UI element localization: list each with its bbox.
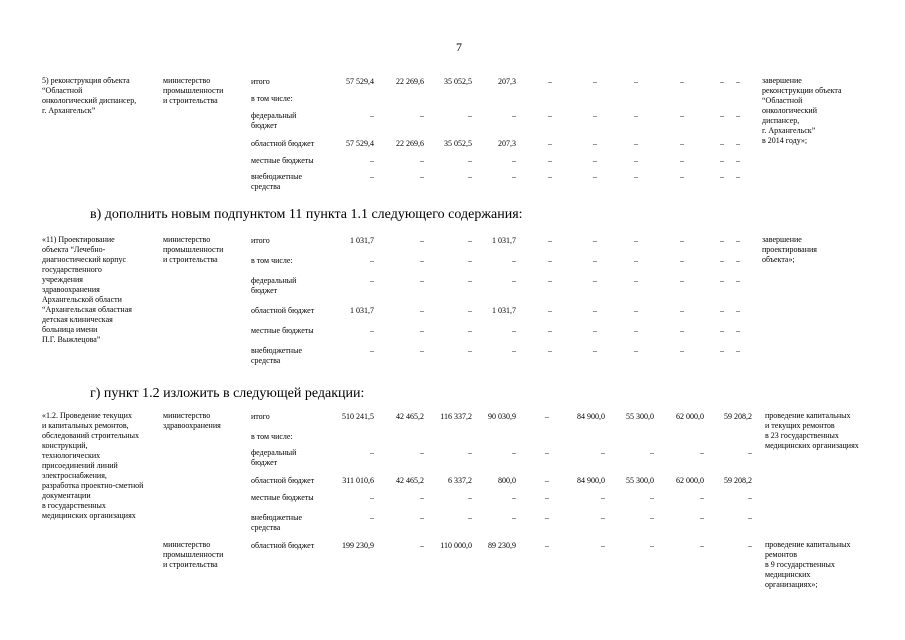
funding-value: – (593, 236, 597, 245)
funding-value: – (548, 306, 552, 315)
result-line: медицинских (765, 570, 811, 579)
funding-value: – (593, 276, 597, 285)
funding-value: 1 031,7 (350, 306, 374, 315)
funding-value: – (420, 541, 424, 550)
funding-value: 57 529,4 (346, 139, 374, 148)
executor-line: и строительства (163, 560, 218, 569)
measure-label-line: и капитальных ремонтов, (42, 421, 129, 430)
funding-value: – (548, 111, 552, 120)
funding-value: – (468, 493, 472, 502)
funding-value: – (650, 448, 654, 457)
funding-value: – (468, 306, 472, 315)
funding-value: 59 208,2 (724, 412, 752, 421)
funding-value: – (736, 276, 740, 285)
funding-value: – (468, 513, 472, 522)
funding-value: – (748, 448, 752, 457)
funding-value: – (700, 448, 704, 457)
funding-value: – (548, 139, 552, 148)
funding-value: – (548, 326, 552, 335)
executor-line: и строительства (163, 255, 218, 264)
measure-label-line: объекта “Лечебно- (42, 245, 106, 254)
funding-value: – (420, 346, 424, 355)
funding-value: – (680, 172, 684, 181)
funding-value: – (370, 156, 374, 165)
funding-value: – (720, 172, 724, 181)
measure-label-line: “Архангельская областная (42, 305, 132, 314)
funding-value: – (720, 236, 724, 245)
funding-value: – (512, 326, 516, 335)
result-line: “Областной (762, 96, 803, 105)
funding-value: – (634, 276, 638, 285)
measure-label-line: документации (42, 491, 91, 500)
funding-value: – (736, 139, 740, 148)
funding-value: – (420, 172, 424, 181)
funding-value: 57 529,4 (346, 77, 374, 86)
result-line: завершение (762, 76, 802, 85)
funding-value: – (720, 326, 724, 335)
funding-value: – (468, 448, 472, 457)
funding-value: – (634, 326, 638, 335)
funding-value: – (370, 276, 374, 285)
funding-value: – (593, 139, 597, 148)
funding-value: – (370, 346, 374, 355)
measure-label-line: «11) Проектирование (42, 235, 115, 244)
funding-source: местные бюджеты (251, 326, 314, 335)
funding-value: – (545, 448, 549, 457)
result-line: объекта»; (762, 255, 795, 264)
funding-value: 84 900,0 (577, 476, 605, 485)
funding-value: – (420, 256, 424, 265)
measure-label-line: детская клиническая (42, 315, 113, 324)
funding-value: – (468, 172, 472, 181)
funding-value: 199 230,9 (342, 541, 374, 550)
funding-value: – (634, 156, 638, 165)
result-line: диспансер, (762, 116, 800, 125)
funding-source: итого (251, 412, 270, 421)
funding-source: областной бюджет (251, 541, 315, 550)
measure-label-line: медицинских организациях (42, 511, 136, 520)
funding-value: – (548, 256, 552, 265)
measure-label-line: конструкций, (42, 441, 88, 450)
funding-value: – (634, 139, 638, 148)
funding-value: – (548, 236, 552, 245)
measure-label-line: диагностический корпус (42, 255, 127, 264)
funding-value: – (680, 77, 684, 86)
executor-line: промышленности (163, 86, 224, 95)
result-line: и текущих ремонтов (765, 421, 835, 430)
funding-value: 84 900,0 (577, 412, 605, 421)
measure-label-line: присоединений линий (42, 461, 118, 470)
funding-value: – (601, 493, 605, 502)
funding-value: – (720, 111, 724, 120)
funding-value: – (634, 236, 638, 245)
funding-value: 800,0 (498, 476, 516, 485)
funding-value: – (420, 326, 424, 335)
funding-value: – (680, 111, 684, 120)
result-line: организациях»; (765, 580, 818, 589)
funding-value: – (720, 156, 724, 165)
funding-value: – (601, 541, 605, 550)
funding-value: – (736, 111, 740, 120)
funding-value: – (370, 326, 374, 335)
executor-line: промышленности (163, 245, 224, 254)
measure-label-line: электроснабжения, (42, 471, 107, 480)
funding-value: – (512, 256, 516, 265)
funding-value: – (370, 513, 374, 522)
funding-value: – (512, 448, 516, 457)
measure-label-line: «1.2. Проведение текущих (42, 411, 132, 420)
funding-value: – (593, 156, 597, 165)
result-line: в 23 государственных (765, 431, 839, 440)
result-line: проведение капитальных (765, 540, 851, 549)
funding-value: – (420, 156, 424, 165)
funding-value: – (468, 111, 472, 120)
funding-source: в том числе: (251, 256, 293, 265)
funding-value: – (468, 236, 472, 245)
funding-value: – (680, 346, 684, 355)
funding-value: – (512, 346, 516, 355)
funding-source: местные бюджеты (251, 493, 314, 502)
funding-value: 311 010,6 (342, 476, 374, 485)
funding-value: – (420, 493, 424, 502)
funding-value: – (634, 77, 638, 86)
funding-value: 55 300,0 (626, 412, 654, 421)
result-line: реконструкции объекта (762, 86, 842, 95)
funding-value: – (468, 346, 472, 355)
funding-value: – (720, 276, 724, 285)
funding-value: – (680, 326, 684, 335)
funding-source: в том числе: (251, 94, 293, 103)
funding-value: – (545, 541, 549, 550)
funding-value: 1 031,7 (492, 306, 516, 315)
executor-line: промышленности (163, 550, 224, 559)
section-heading-v: в) дополнить новым подпунктом 11 пункта 1.1 следующего содержания: (90, 207, 523, 222)
funding-source: в том числе: (251, 432, 293, 441)
funding-value: 207,3 (498, 77, 516, 86)
result-line: проектирования (762, 245, 817, 254)
funding-value: – (736, 306, 740, 315)
measure-label-line: П.Г. Выжлецова” (42, 335, 101, 344)
funding-value: – (634, 111, 638, 120)
funding-value: – (748, 493, 752, 502)
measure-label-line: 5) реконструкция объекта (42, 76, 130, 85)
page-number: 7 (456, 40, 462, 54)
funding-value: – (700, 493, 704, 502)
funding-source: федеральный бюджет (251, 448, 297, 467)
funding-value: 116 337,2 (440, 412, 472, 421)
funding-source: внебюджетные средства (251, 172, 302, 191)
funding-value: – (420, 448, 424, 457)
funding-value: – (720, 306, 724, 315)
result-line: проведение капитальных (765, 411, 851, 420)
funding-value: 22 269,6 (396, 139, 424, 148)
funding-source: областной бюджет (251, 139, 315, 148)
funding-value: 6 337,2 (448, 476, 472, 485)
result-line: медицинских организациях (765, 441, 859, 450)
measure-label-line: учреждения (42, 275, 83, 284)
funding-value: – (650, 493, 654, 502)
funding-value: – (512, 493, 516, 502)
funding-value: – (468, 276, 472, 285)
funding-value: 1 031,7 (350, 236, 374, 245)
funding-value: 90 030,9 (488, 412, 516, 421)
funding-value: – (370, 448, 374, 457)
funding-value: – (700, 541, 704, 550)
funding-value: – (545, 476, 549, 485)
funding-value: 55 300,0 (626, 476, 654, 485)
funding-value: – (634, 346, 638, 355)
funding-source: местные бюджеты (251, 156, 314, 165)
measure-label-line: здравоохранения (42, 285, 100, 294)
funding-value: 42 465,2 (396, 412, 424, 421)
funding-source: внебюджетные средства (251, 346, 302, 365)
funding-value: – (634, 256, 638, 265)
funding-value: – (748, 541, 752, 550)
funding-source: областной бюджет (251, 306, 315, 315)
funding-value: – (601, 448, 605, 457)
executor-line: министерство (163, 411, 211, 420)
funding-value: – (736, 346, 740, 355)
funding-source: областной бюджет (251, 476, 315, 485)
funding-value: – (700, 513, 704, 522)
measure-label-line: технологических (42, 451, 101, 460)
funding-value: – (545, 513, 549, 522)
funding-value: – (601, 513, 605, 522)
measure-label-line: Архангельской области (42, 295, 122, 304)
funding-value: – (720, 256, 724, 265)
funding-value: – (593, 111, 597, 120)
funding-value: – (593, 306, 597, 315)
measure-label-line: г. Архангельск” (42, 106, 96, 115)
funding-value: – (420, 276, 424, 285)
executor-line: и строительства (163, 96, 218, 105)
measure-label-line: обследований строительных (42, 431, 139, 440)
funding-value: – (468, 326, 472, 335)
executor-line: министерство (163, 76, 211, 85)
funding-value: – (548, 276, 552, 285)
funding-value: – (512, 513, 516, 522)
funding-source: итого (251, 236, 270, 245)
executor-line: министерство (163, 235, 211, 244)
funding-value: – (545, 412, 549, 421)
funding-value: – (736, 77, 740, 86)
funding-value: – (420, 513, 424, 522)
funding-value: – (736, 236, 740, 245)
funding-value: – (370, 256, 374, 265)
funding-source: федеральный бюджет (251, 111, 297, 130)
funding-value: 35 052,5 (444, 139, 472, 148)
executor-line: здравоохранения (163, 421, 221, 430)
result-line: в 9 государственных (765, 560, 835, 569)
funding-value: 207,3 (498, 139, 516, 148)
funding-value: 35 052,5 (444, 77, 472, 86)
funding-value: – (593, 326, 597, 335)
result-line: завершение (762, 235, 802, 244)
funding-value: 1 031,7 (492, 236, 516, 245)
funding-source: внебюджетные средства (251, 513, 302, 532)
measure-label-line: больница имени (42, 325, 98, 334)
measure-label-line: “Областной (42, 86, 83, 95)
funding-value: – (593, 172, 597, 181)
funding-value: 22 269,6 (396, 77, 424, 86)
funding-value: – (748, 513, 752, 522)
funding-value: – (650, 541, 654, 550)
funding-value: – (680, 276, 684, 285)
measure-label-line: государственного (42, 265, 102, 274)
funding-value: – (548, 156, 552, 165)
measure-label-line: в государственных (42, 501, 106, 510)
funding-value: – (593, 346, 597, 355)
funding-value: – (736, 326, 740, 335)
funding-source: итого (251, 77, 270, 86)
funding-value: – (548, 77, 552, 86)
funding-value: – (634, 306, 638, 315)
funding-value: – (512, 156, 516, 165)
funding-source: федеральный бюджет (251, 276, 297, 295)
funding-value: – (650, 513, 654, 522)
section-heading-g: г) пункт 1.2 изложить в следующей редакции: (90, 386, 365, 401)
funding-value: – (548, 172, 552, 181)
funding-value: – (736, 156, 740, 165)
funding-value: – (420, 111, 424, 120)
funding-value: – (468, 256, 472, 265)
funding-value: – (720, 77, 724, 86)
funding-value: 110 000,0 (440, 541, 472, 550)
funding-value: – (370, 493, 374, 502)
funding-value: – (720, 346, 724, 355)
funding-value: – (370, 111, 374, 120)
measure-label-line: онкологический диспансер, (42, 96, 137, 105)
funding-value: – (545, 493, 549, 502)
funding-value: 89 230,9 (488, 541, 516, 550)
funding-value: – (468, 156, 472, 165)
funding-value: 62 000,0 (676, 412, 704, 421)
funding-value: – (593, 77, 597, 86)
funding-value: – (512, 172, 516, 181)
funding-value: – (512, 276, 516, 285)
funding-value: – (512, 111, 516, 120)
funding-value: 62 000,0 (676, 476, 704, 485)
funding-value: – (680, 256, 684, 265)
funding-value: 510 241,5 (342, 412, 374, 421)
funding-value: – (720, 139, 724, 148)
funding-value: – (680, 306, 684, 315)
funding-value: – (736, 256, 740, 265)
funding-value: – (680, 236, 684, 245)
measure-label-line: разработка проектно-сметной (42, 481, 144, 490)
funding-value: – (593, 256, 597, 265)
result-line: ремонтов (765, 550, 798, 559)
result-line: г. Архангельск” (762, 126, 816, 135)
funding-value: – (736, 172, 740, 181)
funding-value: – (420, 306, 424, 315)
funding-value: – (634, 172, 638, 181)
result-line: онкологический (762, 106, 817, 115)
executor-line: министерство (163, 540, 211, 549)
funding-value: – (548, 346, 552, 355)
funding-value: – (370, 172, 374, 181)
funding-value: 42 465,2 (396, 476, 424, 485)
funding-value: – (680, 156, 684, 165)
funding-value: – (680, 139, 684, 148)
funding-value: 59 208,2 (724, 476, 752, 485)
result-line: в 2014 году»; (762, 136, 808, 145)
funding-value: – (420, 236, 424, 245)
